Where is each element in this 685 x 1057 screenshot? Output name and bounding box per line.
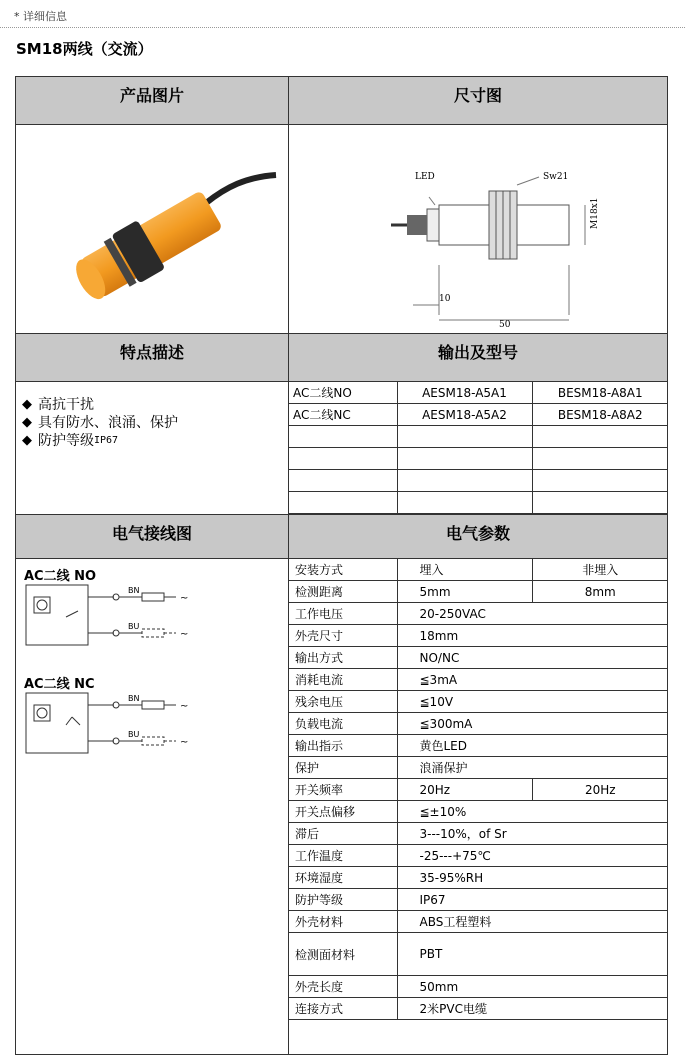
dim-m18: M18x1: [590, 197, 600, 229]
param-value: 18mm: [397, 625, 668, 647]
param-value: 20Hz: [397, 779, 532, 801]
param-label: 检测面材料: [289, 933, 397, 976]
model-cell-value: AC二线NO: [289, 382, 397, 404]
model-cell-value: AESM18-A5A2: [397, 404, 532, 426]
param-row: [289, 867, 668, 889]
params-table: [289, 559, 668, 1020]
param-label: 负载电流: [289, 713, 397, 735]
feature-suffix: IP67: [94, 435, 119, 446]
param-value: ≦±10%: [397, 801, 668, 823]
param-value: 埋入: [397, 559, 532, 581]
header-product-image: 产品图片: [16, 77, 289, 125]
param-label: 外壳尺寸: [289, 625, 397, 647]
param-value: ≦10V: [397, 691, 668, 713]
model-row: [289, 404, 668, 426]
model-row: [289, 426, 668, 448]
param-row: [289, 713, 668, 735]
wiring-nc-tilde-1: ~: [180, 701, 189, 712]
param-value: 5mm: [397, 581, 532, 603]
model-cell-value: [532, 492, 668, 514]
param-value: ≦3mA: [397, 669, 668, 691]
param-label: 消耗电流: [289, 669, 397, 691]
param-label: 工作温度: [289, 845, 397, 867]
param-label: 保护: [289, 757, 397, 779]
model-cell-value: [289, 448, 397, 470]
param-row: [289, 845, 668, 867]
header-wiring: 电气接线图: [16, 515, 289, 559]
param-label: 开关频率: [289, 779, 397, 801]
dim-50: 50: [499, 320, 511, 329]
header-features: 特点描述: [16, 334, 289, 382]
param-row: [289, 603, 668, 625]
param-label: 外壳长度: [289, 976, 397, 998]
param-label: 连接方式: [289, 998, 397, 1020]
dimension-drawing-cell: [289, 125, 668, 334]
param-label: 安装方式: [289, 559, 397, 581]
param-row: [289, 889, 668, 911]
model-cell-value: [397, 448, 532, 470]
model-cell-value: [289, 470, 397, 492]
diamond-bullet-icon: ◆: [22, 397, 32, 412]
param-row: [289, 669, 668, 691]
wiring-no-label: AC二线 NO: [24, 569, 97, 584]
param-label: 防护等级: [289, 889, 397, 911]
param-value: 3---10%，of Sr: [397, 823, 668, 845]
feature-text: 具有防水、浪涌、保护: [38, 415, 178, 431]
dim-led: LED: [415, 172, 435, 182]
param-label: 滞后: [289, 823, 397, 845]
param-row: [289, 559, 668, 581]
model-table: [289, 382, 668, 514]
model-cell-value: [289, 492, 397, 514]
dim-10: 10: [439, 294, 451, 304]
param-label: 检测距离: [289, 581, 397, 603]
model-cell-value: BESM18-A8A2: [532, 404, 668, 426]
product-image-cell: [16, 125, 289, 334]
diamond-bullet-icon: ◆: [22, 415, 32, 430]
feature-text: 防护等级: [38, 433, 94, 449]
param-row: [289, 691, 668, 713]
param-row: [289, 581, 668, 603]
param-value: NO/NC: [397, 647, 668, 669]
model-cell-value: BESM18-A8A1: [532, 382, 668, 404]
param-value: 35-95%RH: [397, 867, 668, 889]
model-cell-value: [532, 426, 668, 448]
model-cell-value: [532, 448, 668, 470]
header-electrical-params: 电气参数: [289, 515, 668, 559]
param-row: [289, 998, 668, 1020]
model-cell-value: AC二线NC: [289, 404, 397, 426]
param-value: -25---+75℃: [397, 845, 668, 867]
features-cell: [16, 382, 289, 515]
param-value-alt: 非埋入: [532, 559, 668, 581]
param-row: [289, 625, 668, 647]
feature-text: 高抗干扰: [38, 397, 94, 413]
param-row: [289, 933, 668, 976]
wiring-no-diagram: [24, 583, 224, 655]
breadcrumb: * 详细信息: [14, 10, 67, 23]
product-image: [16, 125, 288, 329]
param-row: [289, 735, 668, 757]
features-list: [16, 382, 288, 450]
param-value: IP67: [397, 889, 668, 911]
params-cell: [289, 559, 668, 1055]
param-value: ≦300mA: [397, 713, 668, 735]
model-row: [289, 382, 668, 404]
wiring-cell: [16, 559, 289, 1055]
header-dimension: 尺寸图: [289, 77, 668, 125]
param-value: ABS工程塑料: [397, 911, 668, 933]
model-cell-value: [397, 492, 532, 514]
wiring-nc-diagram: [24, 691, 224, 763]
model-row: [289, 470, 668, 492]
param-row: [289, 823, 668, 845]
page-title: SM18两线（交流）: [16, 40, 153, 58]
feature-item: [22, 396, 288, 414]
detail-bar: [0, 0, 685, 28]
param-label: 外壳材料: [289, 911, 397, 933]
param-label: 残余电压: [289, 691, 397, 713]
param-value: PBT: [397, 933, 668, 976]
model-cell-value: [397, 470, 532, 492]
feature-item: [22, 414, 288, 432]
param-value: 黄色LED: [397, 735, 668, 757]
dimension-drawing: [289, 125, 667, 329]
param-value: 浪涌保护: [397, 757, 668, 779]
model-cell: [289, 382, 668, 515]
spec-table: [15, 76, 668, 1055]
wiring-nc-label: AC二线 NC: [24, 677, 95, 692]
wiring-nc-bu: BU: [128, 730, 140, 739]
param-row: [289, 801, 668, 823]
param-label: 输出方式: [289, 647, 397, 669]
model-row: [289, 492, 668, 514]
param-row: [289, 911, 668, 933]
wiring-no-bn: BN: [128, 586, 140, 595]
model-cell-value: [289, 426, 397, 448]
wiring-no-tilde-2: ~: [180, 629, 189, 640]
feature-item: [22, 432, 288, 450]
param-row: [289, 779, 668, 801]
wiring-nc-tilde-2: ~: [180, 737, 189, 748]
header-output-model: 输出及型号: [289, 334, 668, 382]
wiring-no-tilde-1: ~: [180, 593, 189, 604]
param-value-alt: 20Hz: [532, 779, 668, 801]
wiring-nc-bn: BN: [128, 694, 140, 703]
wiring-no-bu: BU: [128, 622, 140, 631]
param-value-alt: 8mm: [532, 581, 668, 603]
param-value: 20-250VAC: [397, 603, 668, 625]
param-row: [289, 647, 668, 669]
param-row: [289, 976, 668, 998]
diamond-bullet-icon: ◆: [22, 433, 32, 448]
param-row: [289, 757, 668, 779]
model-cell-value: [397, 426, 532, 448]
model-cell-value: AESM18-A5A1: [397, 382, 532, 404]
param-label: 开关点偏移: [289, 801, 397, 823]
param-value: 50mm: [397, 976, 668, 998]
param-label: 环境湿度: [289, 867, 397, 889]
param-label: 工作电压: [289, 603, 397, 625]
param-value: 2米PVC电缆: [397, 998, 668, 1020]
model-row: [289, 448, 668, 470]
dim-sw: Sw21: [543, 172, 569, 182]
param-label: 输出指示: [289, 735, 397, 757]
model-cell-value: [532, 470, 668, 492]
